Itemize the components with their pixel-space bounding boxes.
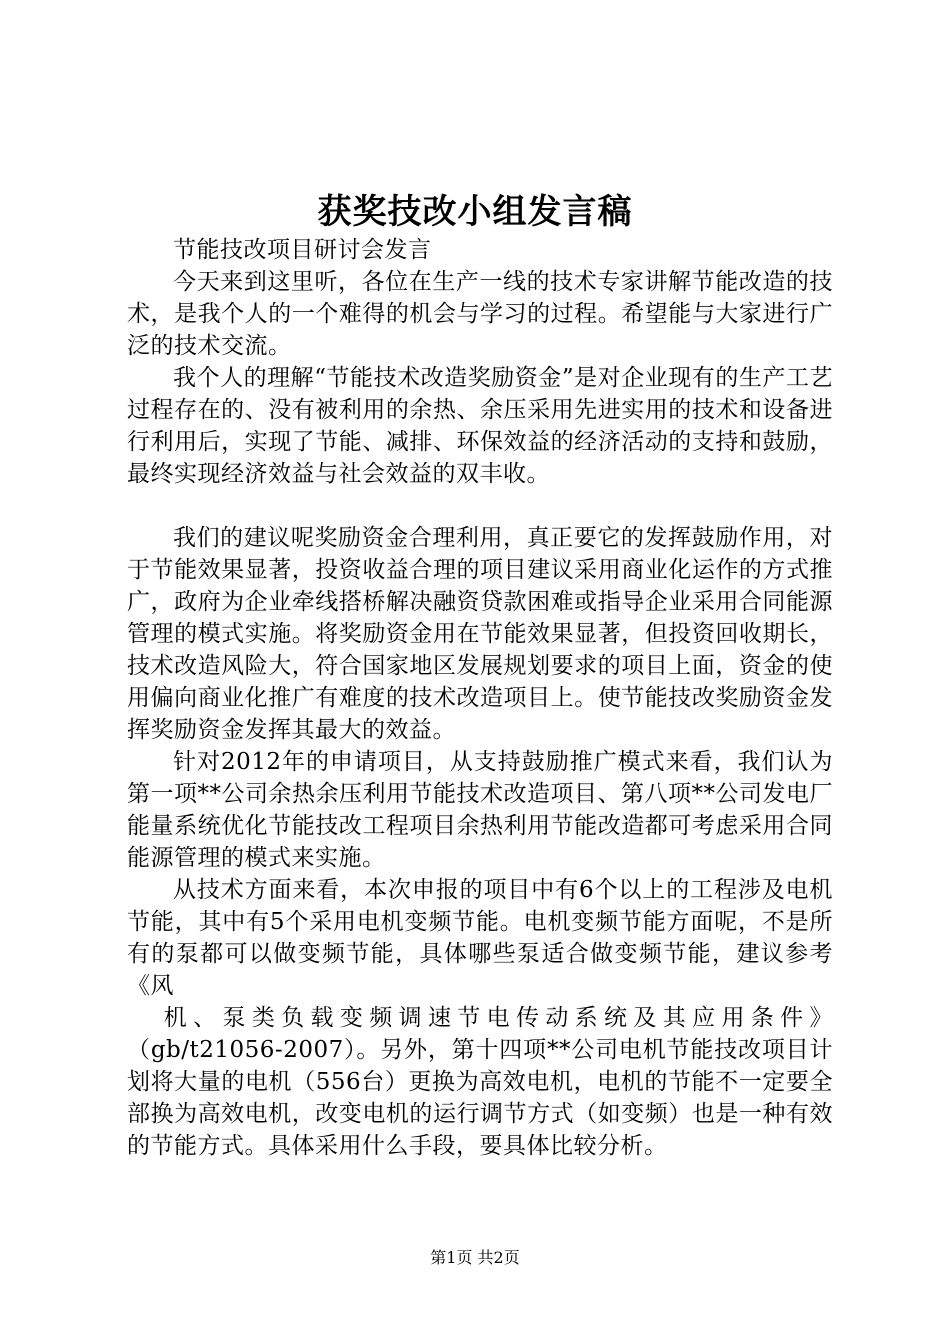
document-body [127,234,833,1162]
document-title: 获奖技改小组发言稿 [317,192,633,232]
paragraph-6: 机、泵类负载变频调速节电传动系统及其应用条件》（gb/t21056-2007）。另外，第十四项**公司电机节能技改项目计划将大量的电机（556台）更换为高效电机，电机的节能不一定要全部换为高效电机，改变电机的运行调节方式（如变频）也是一种有效的节能方式。具体采用什么手段，要具体比较分析。 [127,1005,833,1159]
paragraph-3: 我们的建议呢奖励资金合理利用，真正要它的发挥鼓励作用，对于节能效果显著，投资收益合理的项目建议采用商业化运作的方式推广，政府为企业牵线搭桥解决融资贷款困难或指导企业采用合同能源管理的模式实施。将奖励资金用在节能效果显著，但投资回收期长，技术改造风险大，符合国家地区发展规划要求的项目上面，资金的使用偏向商业化推广有难度的技术改造项目上。使节能技改奖励资金发挥奖励资金发挥其最大的效益。 [127,525,833,743]
paragraph-4: 针对2012年的申请项目，从支持鼓励推广模式来看，我们认为第一项**公司余热余压利用节能技术改造项目、第八项**公司发电厂能量系统优化节能技改工程项目余热利用节能改造都可考虑采用合同能源管理的模式来实施。 [127,749,833,871]
page-footer: 第1页 共2页 [430,1248,520,1267]
paragraph-5: 从技术方面来看，本次申报的项目中有6个以上的工程涉及电机节能，其中有5个采用电机变频节能。电机变频节能方面呢，不是所有的泵都可以做变频节能，具体哪些泵适合做变频节能，建议参考《风 [127,877,833,999]
paragraph-1: 今天来到这里听，各位在生产一线的技术专家讲解节能改造的技术，是我个人的一个难得的机会与学习的过程。希望能与大家进行广泛的技术交流。 [127,269,833,359]
paragraph-gap [127,490,833,522]
document-subtitle: 节能技改项目研讨会发言 [173,237,432,263]
paragraph-2: 我个人的理解“节能技术改造奖励资金”是对企业现有的生产工艺过程存在的、没有被利用的余热、余压采用先进实用的技术和设备进行利用后，实现了节能、减排、环保效益的经济活动的支持和鼓励，最终实现经济效益与社会效益的双丰收。 [127,365,833,487]
